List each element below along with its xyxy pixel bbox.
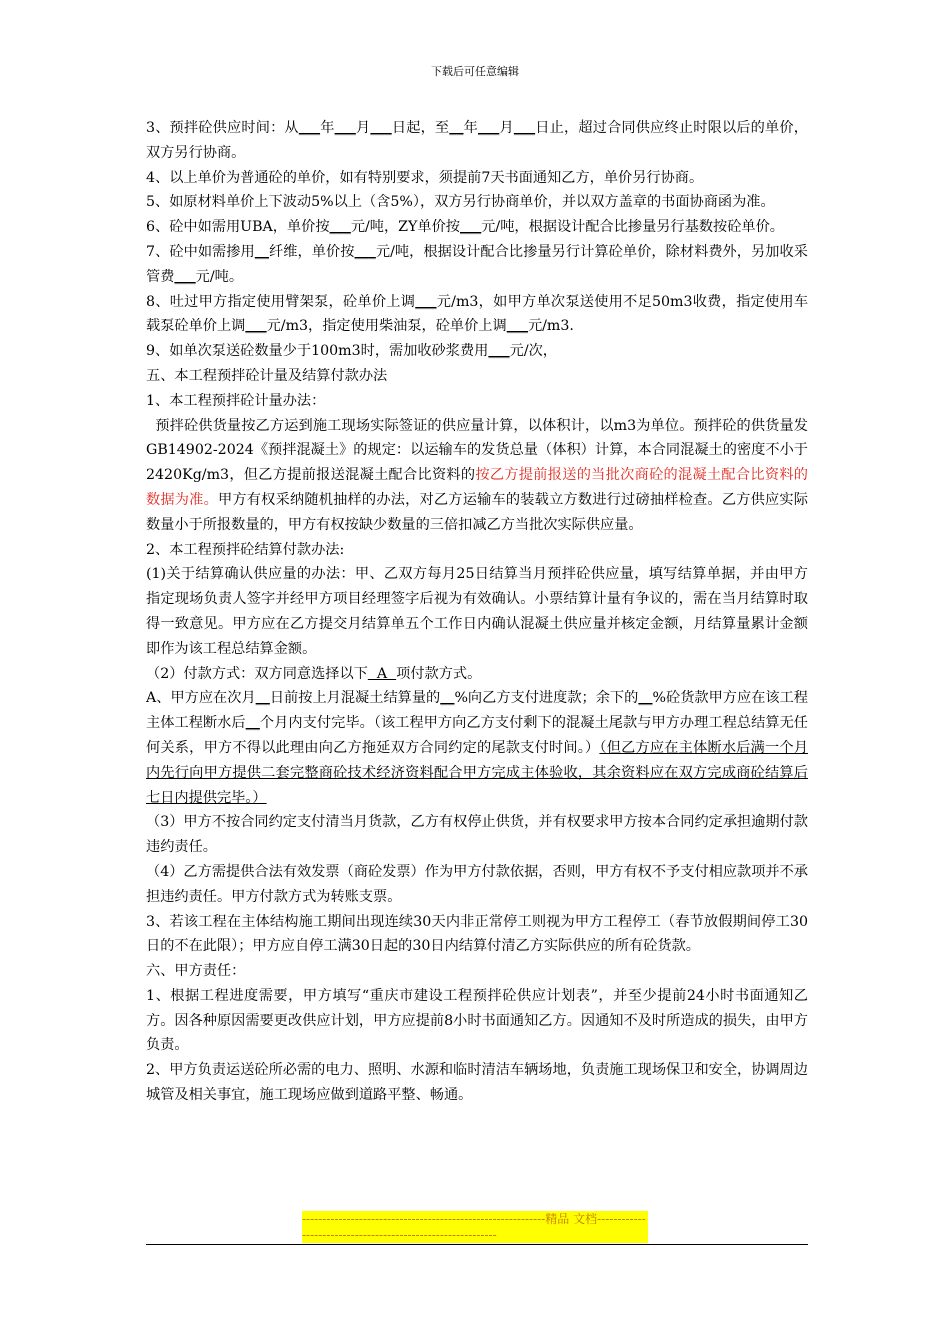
settlement-paragraph: (1)关于结算确认供应量的办法：甲、乙双方每月25日结算当月预拌砼供应量，填写结算单据，并由甲方指定现场负责人签字并经甲方项目经理签字后视为有效确认。小票结算计量有争议的，需在当月结算时取得一致意见。甲方应在乙方提交月结算单五个工作日内确认混凝土供应量并核定金额，月结算量累计金额即作为该工程总结算金额。 — [146, 566, 808, 657]
footer-divider — [146, 1244, 808, 1245]
footer-watermark: ------------------------------------------------------------精品 文档------------------------------------------------------------ — [302, 1211, 648, 1243]
payment-default-clause: （3）甲方不按合同约定支付清当月货款，乙方有权停止供货，并有权要求甲方按本合同约定承担逾期付款违约责任。 — [146, 814, 808, 856]
subsection-2-heading: 2、本工程预拌砼结算付款办法: — [146, 541, 345, 558]
party-a-duty-1: 1、根据工程进度需要，甲方填写“重庆市建设工程预拌砼供应计划表”，并至少提前24小时书面通知乙方。因各种原因需要更改供应计划，甲方应提前8小时书面通知乙方。因通知不及时所造成的损失，由甲方负责。 — [146, 987, 808, 1054]
clause-4-unit-price: 4、以上单价为普通砼的单价，如有特别要求，须提前7天书面通知乙方，单价另行协商。 — [146, 169, 704, 186]
page-header: 下载后可任意编辑 — [431, 65, 519, 78]
party-a-duty-2: 2、甲方负责运送砼所必需的电力、照明、水源和临时清洁车辆场地，负责施工现场保卫和安全，协调周边城管及相关事宜，施工现场应做到道路平整、畅通。 — [146, 1062, 808, 1104]
subsection-1-heading: 1、本工程预拌砼计量办法： — [146, 392, 326, 409]
clause-5-price-fluctuation: 5、如原材料单价上下波动5%以上（含5%），双方另行协商单价，并以双方盖章的书面协商函为准。 — [146, 194, 775, 211]
clause-7-fiber: 7、砼中如需掺用__纤维，单价按___元/吨，根据设计配合比掺量另行计算砼单价，除材料费外，另加收采管费___元/吨。 — [146, 243, 808, 285]
payment-method: （2）付款方式：双方同意选择以下 A 项付款方式。 — [146, 665, 482, 682]
highlighted-red-text: 按乙方提前报送的当批次商砼的混凝土配合比资料的数据为准。 — [146, 467, 808, 508]
clause-6-uba: 6、砼中如需用UBA，单价按___元/吨，ZY单价按___元/吨，根据设计配合比掺量另行基数按砼单价。 — [146, 219, 784, 236]
payment-option-a: A、甲方应在次月__日前按上月混凝土结算量的__%向乙方支付进度款；余下的__%砼货款甲方应在该工程主体工程断水后__个月内支付完毕。（该工程甲方向乙方支付剩下的混凝土尾款与甲方办理工程总结算无任何关系，甲方不得以此理由向乙方拖延双方合同约定的尾款支付时间。）（但乙方应在主体断水后满一个月内先行向甲方提供二套完整商砼技术经济资料配合甲方完成主体验收，其余资料应在双方完成商砼结算后七日内提供完毕。） — [146, 690, 809, 806]
clause-9-mortar: 9、如单次泵送砼数量少于100m3时，需加收砂浆费用___元/次， — [146, 343, 557, 360]
section-5-heading: 五、本工程预拌砼计量及结算付款办法 — [146, 367, 388, 384]
underlined-clause: （但乙方应在主体断水后满一个月内先行向甲方提供二套完整商砼技术经济资料配合甲方完成主体验收，其余资料应在双方完成商砼结算后七日内提供完毕。） — [146, 739, 809, 806]
section-6-heading: 六、甲方责任： — [146, 963, 246, 980]
clause-8-pump: 8、吐过甲方指定使用臂架泵，砼单价上调___元/m3，如甲方单次泵送使用不足50m3收费，指定使用车载泵砼单价上调___元/m3，指定使用柴油泵，砼单价上调___元/m3. — [146, 293, 809, 335]
invoice-clause: （4）乙方需提供合法有效发票（商砼发票）作为甲方付款依据，否则，甲方有权不予支付相应款项并不承担违约责任。甲方付款方式为转账支票。 — [146, 863, 808, 905]
work-stoppage-clause: 3、若该工程在主体结构施工期间出现连续30天内非正常停工则视为甲方工程停工（春节放假期间停工30日的不在此限）；甲方应自停工满30日起的30日内结算付清乙方实际供应的所有砼货款。 — [146, 913, 808, 955]
clause-3-supply-time: 3、预拌砼供应时间：从___年___月___日起，至__年___月___日止，超过合同供应终止时限以后的单价，双方另行协商。 — [146, 120, 808, 161]
document-body — [146, 116, 808, 1108]
measurement-paragraph: 预拌砼供货量按乙方运到施工现场实际签证的供应量计算，以体积计，以m3为单位。预拌砼的供货量发GB14902-2024《预拌混凝土》的规定：以运输车的发货总量（体积）计算，本合同混凝土的密度不小于2420Kg/m3，但乙方提前报送混凝土配合比资料的按乙方提前报送的当批次商砼的混凝土配合比资料的数据为准。甲方有权采纳随机抽样的办法，对乙方运输车的装载立方数进行过磅抽样检查。乙方供应实际数量小于所报数量的，甲方有权按缺少数量的三倍扣减乙方当批次实际供应量。 — [146, 417, 808, 533]
